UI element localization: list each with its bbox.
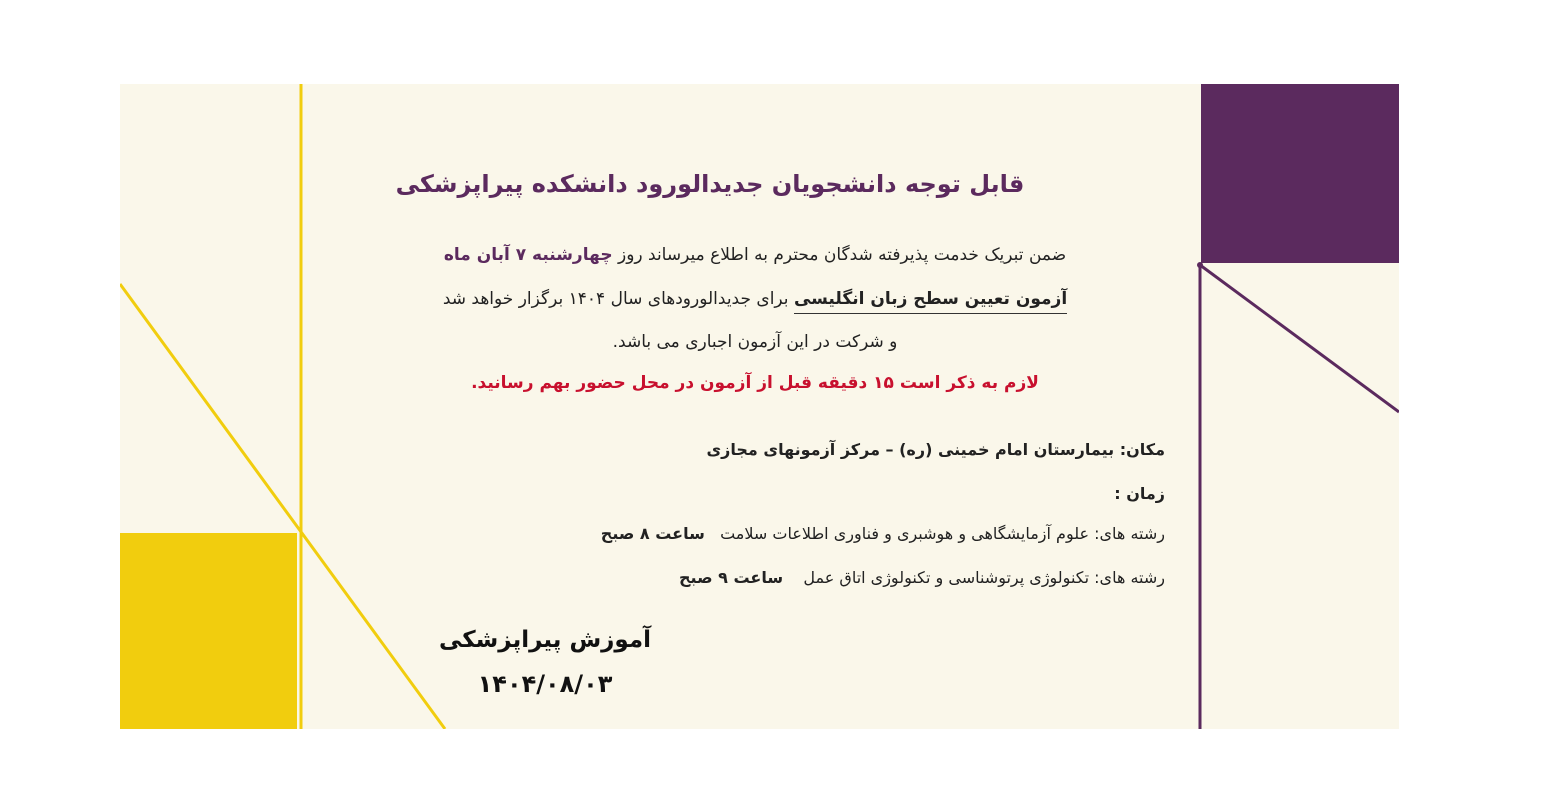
- signature-office: آموزش پیراپزشکی: [439, 627, 651, 653]
- schedule-time: ساعت ۸ صبح: [600, 524, 705, 543]
- announcement-title: قابل توجه دانشجویان جدیدالورود دانشکده پیراپزشکی: [395, 170, 1025, 198]
- intro-line: [370, 245, 1140, 265]
- announcement-card: [120, 84, 1399, 729]
- schedule-row: [420, 524, 1165, 543]
- signature-date: ۱۴۰۴/۰۸/۰۳: [477, 670, 613, 698]
- warning-line: لازم به ذکر است ۱۵ دقیقه قبل از آزمون در محل حضور بهم رسانید.: [471, 373, 1039, 393]
- schedule-fields: رشته های: تکنولوژی پرتوشناسی و تکنولوژی اتاق عمل: [803, 568, 1165, 587]
- schedule-row: [420, 568, 1165, 587]
- location-line: مکان: بیمارستان امام خمینی (ره) – مرکز آزمونهای مجازی: [706, 440, 1165, 459]
- purple-diagonal-line: [1200, 265, 1399, 412]
- purple-dot: [1197, 262, 1203, 268]
- exam-line-text: برای جدیدالورودهای سال ۱۴۰۴ برگزار خواهد شد: [442, 289, 789, 309]
- exam-name: آزمون تعیین سطح زبان انگلیسی: [794, 289, 1067, 314]
- schedule-time: ساعت ۹ صبح: [679, 568, 784, 587]
- mandatory-line: و شرکت در این آزمون اجباری می باشد.: [612, 332, 898, 352]
- time-label: زمان :: [1114, 484, 1165, 503]
- exam-date: چهارشنبه ۷ آبان ماه: [443, 245, 613, 265]
- schedule-fields: رشته های: علوم آزمایشگاهی و هوشبری و فناوری اطلاعات سلامت: [720, 524, 1165, 543]
- exam-line: [370, 289, 1140, 309]
- intro-text: ضمن تبریک خدمت پذیرفته شدگان محترم به اطلاع میرساند روز: [618, 245, 1067, 265]
